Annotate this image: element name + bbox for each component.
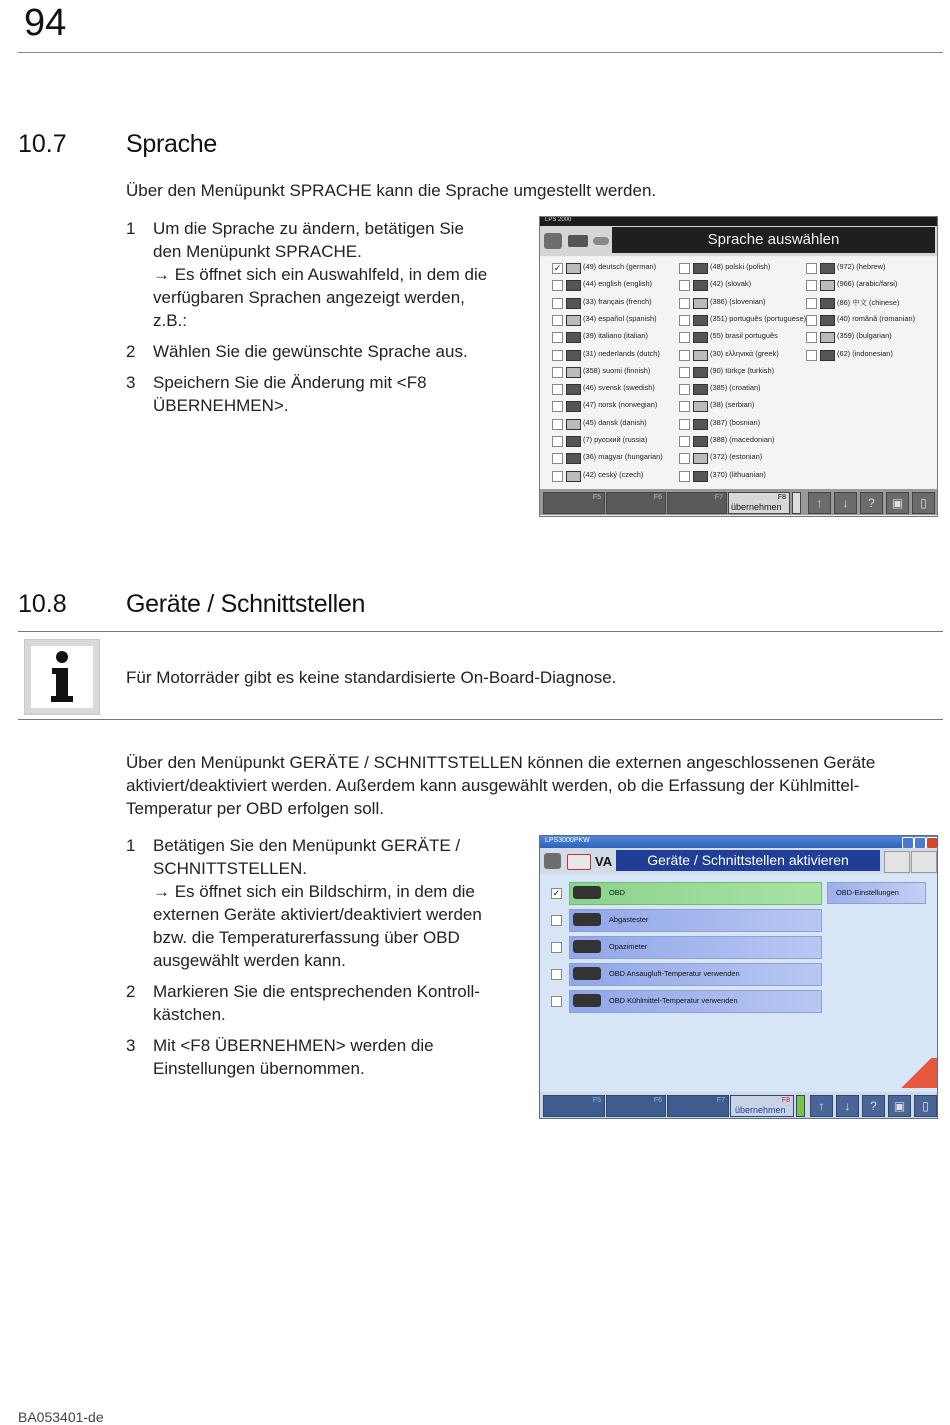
top-divider: [18, 52, 943, 53]
flag-icon: [566, 298, 581, 309]
device-row[interactable]: [551, 990, 821, 1012]
device-row[interactable]: [551, 909, 821, 931]
device-checkbox[interactable]: [551, 942, 562, 953]
f3-icon[interactable]: [911, 851, 937, 873]
va-label: VA: [595, 854, 613, 869]
language-checkbox[interactable]: [552, 298, 563, 309]
step-text: Mit <F8 ÜBERNEHMEN> werden die: [153, 1036, 434, 1055]
arrow-up-icon[interactable]: ↑: [808, 492, 831, 514]
flag-icon: [693, 401, 708, 412]
step-text: → Es öffnet sich ein Bildschirm, in dem die: [153, 882, 475, 901]
language-checkbox[interactable]: [806, 315, 817, 326]
device-label: OBD: [609, 888, 626, 897]
language-checkbox[interactable]: [679, 367, 690, 378]
window-title: LPS 2000: [545, 217, 572, 223]
flag-icon: [820, 315, 835, 326]
language-label: (972) (hebrew): [837, 262, 886, 271]
intro-line: Temperatur per OBD erfolgen soll.: [126, 799, 384, 818]
step-text: z.B.:: [153, 311, 188, 330]
language-label: (386) (slovenian): [710, 296, 766, 306]
device-bar[interactable]: [569, 882, 822, 905]
language-label: (48) polski (polish): [710, 262, 771, 271]
language-checkbox[interactable]: [679, 471, 690, 482]
language-checkbox[interactable]: [679, 263, 690, 274]
flag-icon: [693, 453, 708, 464]
language-label: (44) english (english): [583, 279, 653, 289]
language-checkbox[interactable]: [552, 384, 563, 395]
step-text: Markieren Sie die entsprechenden Kontroll-: [153, 982, 480, 1001]
language-option[interactable]: [552, 365, 677, 379]
accept-button[interactable]: [728, 492, 790, 514]
language-option[interactable]: [552, 382, 677, 396]
language-label: (966) (arabic/farsi): [837, 279, 898, 289]
flag-icon: [693, 315, 708, 326]
accept-label: übernehmen: [731, 502, 782, 512]
section-intro: Über den Menüpunkt SPRACHE kann die Sprache umgestellt werden.: [126, 181, 657, 200]
language-option[interactable]: [679, 469, 804, 483]
flag-icon: [566, 350, 581, 361]
language-checkbox[interactable]: [679, 332, 690, 343]
language-option[interactable]: [552, 348, 677, 362]
language-option[interactable]: [679, 382, 804, 396]
language-option[interactable]: [552, 399, 677, 413]
language-label: (351) português (portuguese): [710, 313, 807, 323]
f2-icon[interactable]: [884, 851, 910, 873]
step-text: bzw. die Temperaturerfassung über OBD: [153, 928, 460, 947]
section-number: 10.8: [18, 590, 67, 618]
flag-icon: [693, 298, 708, 309]
flag-icon: [820, 263, 835, 274]
language-checkbox[interactable]: [806, 350, 817, 361]
section-title: Geräte / Schnittstellen: [126, 590, 366, 618]
language-option[interactable]: [679, 296, 804, 310]
flag-icon: [566, 367, 581, 378]
language-checkbox[interactable]: [679, 350, 690, 361]
devices-dialog-screenshot: [539, 835, 938, 1119]
step-number: 1: [126, 836, 136, 855]
language-label: (31) nederlands (dutch): [583, 348, 660, 358]
flag-icon: [693, 263, 708, 274]
device-row[interactable]: [551, 963, 821, 985]
language-option[interactable]: [679, 399, 804, 413]
step-number: 3: [126, 373, 136, 392]
language-label: (49) deutsch (german): [583, 262, 657, 271]
flag-icon: [566, 401, 581, 412]
step-text: kästchen.: [153, 1005, 226, 1024]
flag-icon: [820, 280, 835, 291]
flag-icon: [566, 419, 581, 430]
obd-settings-button[interactable]: [827, 882, 926, 904]
language-label: (385) (croatian): [710, 383, 761, 393]
language-option[interactable]: [679, 451, 804, 465]
flag-icon: [820, 298, 835, 309]
device-label: Opazimeter: [609, 942, 648, 951]
language-option[interactable]: [552, 296, 677, 310]
language-checkbox[interactable]: [679, 419, 690, 430]
accept-button[interactable]: [730, 1095, 794, 1117]
language-option[interactable]: [552, 313, 677, 327]
info-divider: [18, 719, 943, 720]
f6-key[interactable]: F6: [606, 492, 666, 514]
flag-icon: [566, 332, 581, 343]
window-title: LPS3000PKW: [545, 837, 590, 844]
flag-icon: [820, 350, 835, 361]
dialog-title: Sprache auswählen: [707, 231, 840, 248]
flag-icon: [566, 384, 581, 395]
language-option[interactable]: [679, 330, 804, 344]
language-label: (36) magyar (hungarian): [583, 452, 663, 462]
step-text: verfügbaren Sprachen angezeigt werden,: [153, 288, 465, 307]
intro-line: Über den Menüpunkt GERÄTE / SCHNITTSTELLEN können die externen angeschlossenen Geräte: [126, 753, 876, 772]
language-label: (372) (estonian): [710, 452, 763, 462]
step-text: Einstellungen übernommen.: [153, 1059, 365, 1078]
flag-icon: [566, 453, 581, 464]
language-label: (90) türkçe (turkish): [710, 365, 775, 375]
flag-icon: [693, 436, 708, 447]
language-dialog-screenshot: [539, 216, 938, 517]
step-item: [126, 980, 526, 1026]
step-text: SCHNITTSTELLEN.: [153, 859, 307, 878]
language-checkbox[interactable]: [679, 280, 690, 291]
device-checkbox[interactable]: [551, 969, 562, 980]
f6-key[interactable]: F6: [606, 1095, 666, 1117]
dialog-header: [612, 227, 935, 253]
language-label: (34) español (spanish): [583, 313, 657, 323]
language-checkbox[interactable]: [679, 401, 690, 412]
step-item: [126, 371, 526, 417]
coolant-temp-sensor-icon: [573, 994, 601, 1007]
step-text: den Menüpunkt SPRACHE.: [153, 242, 362, 261]
language-option[interactable]: [679, 417, 804, 431]
language-checkbox[interactable]: [552, 419, 563, 430]
language-option[interactable]: [806, 330, 931, 344]
step-item: [126, 217, 526, 332]
flag-icon: [693, 350, 708, 361]
language-label: (42) (slovak): [710, 279, 752, 289]
flag-icon: [566, 315, 581, 326]
f7-key[interactable]: F7: [667, 1095, 729, 1117]
step-number: 2: [126, 982, 136, 1001]
flag-icon: [693, 471, 708, 482]
language-option[interactable]: [806, 348, 931, 362]
language-label: (42) ceský (czech): [583, 469, 644, 479]
flag-icon: [566, 263, 581, 274]
device-label: Abgastester: [609, 915, 649, 924]
language-option[interactable]: [806, 313, 931, 327]
device-label: OBD Kühlmittel-Temperatur verwenden: [609, 996, 738, 1005]
language-label: (39) italiano (italian): [583, 331, 648, 341]
language-label: (359) (bulgarian): [837, 331, 892, 341]
hand-icon[interactable]: [544, 853, 561, 869]
language-option[interactable]: [679, 348, 804, 362]
language-label: (388) (macedonian): [710, 435, 775, 444]
window-titlebar: [540, 217, 937, 226]
language-checkbox[interactable]: [806, 332, 817, 343]
language-option[interactable]: [552, 278, 677, 292]
opacimeter-icon: [573, 940, 601, 953]
language-option[interactable]: [552, 434, 677, 448]
step-item: [126, 1034, 526, 1080]
language-checkbox[interactable]: [806, 298, 817, 309]
air-temp-sensor-icon: [573, 967, 601, 980]
step-text: Speichern Sie die Änderung mit <F8: [153, 373, 427, 392]
print-icon[interactable]: ▣: [888, 1095, 911, 1117]
exhaust-tester-icon: [573, 913, 601, 926]
flag-icon: [566, 436, 581, 447]
language-checkbox[interactable]: [679, 315, 690, 326]
language-label: (55) brasil português: [710, 331, 778, 341]
device-label: OBD Ansaugluft-Temperatur verwenden: [609, 969, 740, 978]
language-option[interactable]: [552, 330, 677, 344]
f7-key[interactable]: F7: [667, 492, 727, 514]
step-number: 1: [126, 219, 136, 238]
flag-icon: [566, 280, 581, 291]
arrow-down-icon[interactable]: ↓: [836, 1095, 859, 1117]
flag-icon: [566, 471, 581, 482]
device-row[interactable]: [551, 882, 821, 904]
language-checkbox[interactable]: [552, 401, 563, 412]
device-checkbox[interactable]: [551, 996, 562, 1007]
language-label: (47) norsk (norwegian): [583, 400, 658, 410]
status-indicator: [796, 1095, 805, 1117]
print-icon[interactable]: ▣: [886, 492, 909, 514]
language-checkbox[interactable]: [806, 263, 817, 274]
f5-key[interactable]: F5: [543, 1095, 605, 1117]
language-label: (46) svensk (swedish): [583, 383, 655, 393]
step-text: Um die Sprache zu ändern, betätigen Sie: [153, 219, 464, 238]
language-option[interactable]: [552, 261, 677, 275]
corner-ribbon: [895, 1058, 937, 1088]
help-icon[interactable]: ?: [860, 492, 883, 514]
intro-line: aktiviert/deaktiviert werden. Außerdem kann ausgewählt werden, ob die Erfassung der Kühlmittel-: [126, 776, 860, 795]
flag-icon: [693, 280, 708, 291]
language-label: (387) (bosnian): [710, 417, 761, 427]
page-number: 94: [24, 2, 67, 44]
language-option[interactable]: [806, 296, 931, 310]
language-option[interactable]: [552, 417, 677, 431]
step-item: [126, 340, 526, 363]
language-label: (370) (lithuanian): [710, 469, 766, 479]
language-option[interactable]: [679, 434, 804, 448]
step-text: Betätigen Sie den Menüpunkt GERÄTE /: [153, 836, 461, 855]
f5-key[interactable]: F5: [543, 492, 605, 514]
exit-icon[interactable]: ▯: [914, 1095, 937, 1117]
language-option[interactable]: [679, 278, 804, 292]
language-checkbox[interactable]: [552, 280, 563, 291]
device-row[interactable]: [551, 936, 821, 958]
language-checkbox[interactable]: [679, 298, 690, 309]
section-divider: [18, 631, 943, 632]
step-number: 3: [126, 1036, 136, 1055]
language-option[interactable]: [806, 261, 931, 275]
flag-icon: [693, 384, 708, 395]
language-option[interactable]: [679, 313, 807, 327]
obd-settings-label: OBD-Einstellungen: [836, 888, 899, 897]
language-checkbox[interactable]: [679, 384, 690, 395]
language-checkbox[interactable]: [552, 436, 563, 447]
document-id: BA053401-de: [18, 1409, 104, 1425]
language-checkbox[interactable]: [806, 280, 817, 291]
arrow-down-icon[interactable]: ↓: [834, 492, 857, 514]
language-option[interactable]: [806, 278, 931, 292]
language-checkbox[interactable]: [552, 471, 563, 482]
language-grid: [540, 257, 937, 492]
language-label: (62) (indonesian): [837, 348, 893, 358]
language-option[interactable]: [552, 451, 677, 465]
car-icon[interactable]: [568, 235, 588, 247]
language-checkbox[interactable]: [679, 436, 690, 447]
language-label: (33) français (french): [583, 296, 652, 306]
step-item: [126, 834, 526, 972]
info-note: Für Motorräder gibt es keine standardisierte On-Board-Diagnose.: [126, 668, 617, 687]
f8-key-label: F8: [777, 494, 786, 501]
language-label: (86) 中文 (chinese): [837, 297, 900, 307]
language-label: (38) (serbian): [710, 400, 755, 410]
step-text: ÜBERNEHMEN>.: [153, 396, 289, 415]
device-checkbox[interactable]: [551, 915, 562, 926]
dialog-title: Geräte / Schnittstellen aktivieren: [647, 852, 849, 868]
device-bar[interactable]: [569, 909, 822, 932]
language-checkbox[interactable]: [552, 332, 563, 343]
language-option[interactable]: [552, 469, 677, 483]
dialog-header: [616, 850, 880, 871]
language-checkbox[interactable]: [679, 453, 690, 464]
step-number: 2: [126, 342, 136, 361]
step-text: → Es öffnet sich ein Auswahlfeld, in dem die: [153, 265, 488, 284]
flag-icon: [693, 419, 708, 430]
language-checkbox[interactable]: [552, 453, 563, 464]
hand-icon[interactable]: [544, 233, 562, 249]
status-indicator: [792, 492, 801, 514]
language-label: (7) русский (russia): [583, 435, 648, 444]
language-checkbox[interactable]: [552, 367, 563, 378]
language-checkbox[interactable]: ✓: [553, 263, 562, 273]
motorbike-icon[interactable]: [593, 237, 609, 245]
language-label: (45) dansk (danish): [583, 417, 647, 427]
f8-key-label: F8: [781, 1097, 790, 1104]
accept-label: übernehmen: [735, 1105, 786, 1115]
language-label: (358) suomi (finnish): [583, 365, 651, 375]
flag-icon: [693, 367, 708, 378]
device-bar[interactable]: [569, 936, 822, 959]
section-number: 10.7: [18, 130, 67, 158]
exit-icon[interactable]: ▯: [912, 492, 935, 514]
language-option[interactable]: [679, 365, 804, 379]
language-label: (40) română (romanian): [837, 313, 916, 323]
language-option[interactable]: [679, 261, 804, 275]
car-icon[interactable]: [567, 854, 591, 870]
device-checkbox[interactable]: ✓: [552, 888, 561, 898]
obd-plug-icon: [573, 886, 601, 899]
info-icon: [24, 639, 100, 715]
flag-icon: [820, 332, 835, 343]
step-text: Wählen Sie die gewünschte Sprache aus.: [153, 342, 468, 361]
step-text: ausgewählt werden kann.: [153, 951, 346, 970]
language-label: (30) ελληνικά (greek): [710, 348, 779, 358]
step-text: externen Geräte aktiviert/deaktiviert werden: [153, 905, 482, 924]
flag-icon: [693, 332, 708, 343]
window-titlebar: [540, 836, 937, 848]
help-icon[interactable]: ?: [862, 1095, 885, 1117]
arrow-up-icon[interactable]: ↑: [810, 1095, 833, 1117]
language-checkbox[interactable]: [552, 315, 563, 326]
language-checkbox[interactable]: [552, 350, 563, 361]
section-title: Sprache: [126, 130, 218, 158]
